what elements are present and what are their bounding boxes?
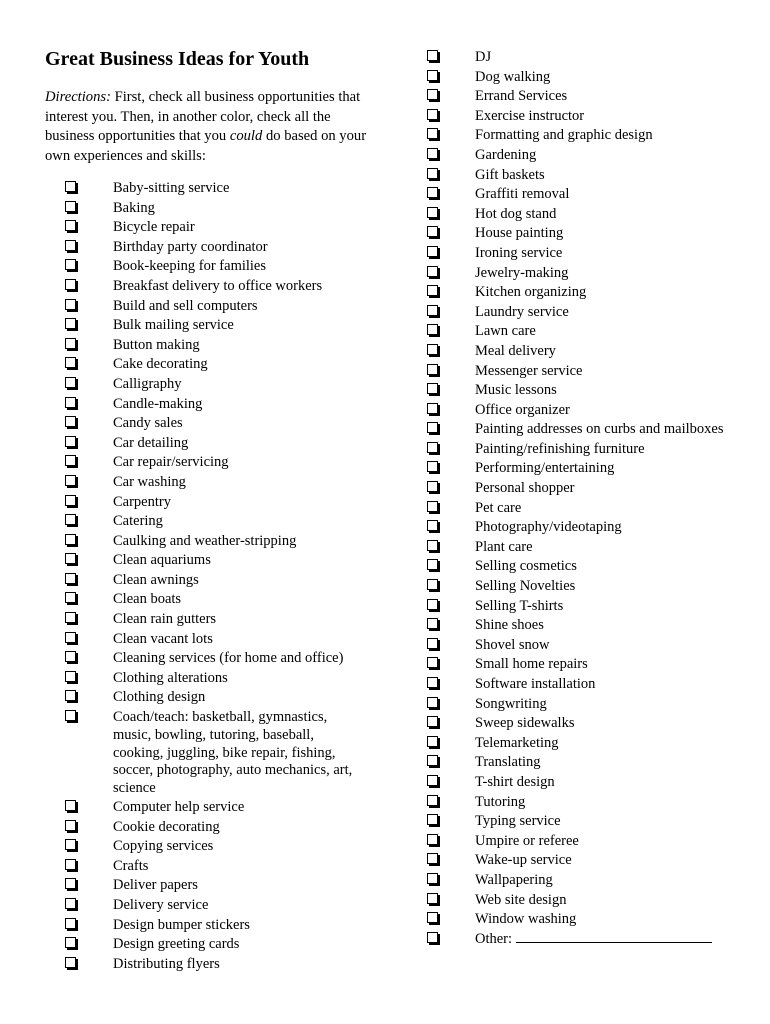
checklist-item	[424, 851, 754, 871]
checkbox-icon[interactable]	[65, 632, 76, 643]
checkbox-icon[interactable]	[427, 716, 438, 727]
checklist-item-label: Cleaning services (for home and office)	[113, 650, 344, 667]
checkbox-icon[interactable]	[427, 70, 438, 81]
checkbox-icon[interactable]	[427, 618, 438, 629]
checklist-item	[424, 655, 754, 675]
checkbox-icon[interactable]	[427, 461, 438, 472]
checklist-item-label: Lawn care	[475, 323, 536, 340]
checklist-item-label: Performing/entertaining	[475, 460, 615, 477]
checkbox-icon[interactable]	[427, 403, 438, 414]
checklist-item	[424, 440, 754, 460]
checklist-item	[62, 218, 362, 238]
checklist-item-label: Selling T-shirts	[475, 597, 564, 614]
checklist-item-label: Clean aquariums	[113, 552, 211, 569]
checklist-item-label: Kitchen organizing	[475, 284, 587, 301]
checklist-item	[424, 812, 754, 832]
checklist-item-label: Car detailing	[113, 434, 189, 451]
checkbox-icon[interactable]	[427, 89, 438, 100]
checklist-item-label: Calligraphy	[113, 375, 182, 392]
checklist-item-label: Design greeting cards	[113, 936, 240, 953]
checklist-item-label: Formatting and graphic design	[475, 127, 653, 144]
checkbox-icon[interactable]	[65, 299, 76, 310]
checklist-item-label: Caulking and weather-stripping	[113, 532, 297, 549]
checklist-item	[62, 414, 362, 434]
checkbox-icon[interactable]	[65, 357, 76, 368]
checklist-item-label: Pet care	[475, 499, 522, 516]
checkbox-icon[interactable]	[427, 834, 438, 845]
checkbox-icon[interactable]	[427, 579, 438, 590]
checkbox-icon[interactable]	[427, 814, 438, 825]
checklist-item-label: Web site design	[475, 891, 567, 908]
checklist-item-label: Shovel snow	[475, 636, 550, 653]
checkbox-icon[interactable]	[427, 520, 438, 531]
checklist-item	[424, 597, 754, 617]
checkbox-icon[interactable]	[65, 671, 76, 682]
checklist-item-label: Umpire or referee	[475, 832, 579, 849]
checkbox-icon[interactable]	[65, 690, 76, 701]
checklist-item	[424, 87, 754, 107]
checklist-item-label: Personal shopper	[475, 480, 575, 497]
checkbox-icon[interactable]	[427, 364, 438, 375]
checkbox-icon[interactable]	[65, 918, 76, 929]
checklist-item	[424, 557, 754, 577]
checkbox-icon[interactable]	[427, 873, 438, 884]
checklist-item	[62, 277, 362, 297]
checklist-item-label: Clean rain gutters	[113, 611, 217, 628]
checklist-item	[424, 910, 754, 930]
checklist-item	[62, 493, 362, 513]
checklist-item-label: Baby-sitting service	[113, 180, 230, 196]
checkbox-icon[interactable]	[65, 859, 76, 870]
checklist-item-label: House painting	[475, 225, 564, 242]
checkbox-icon[interactable]	[65, 898, 76, 909]
checklist-item	[62, 512, 362, 532]
checklist-item	[62, 610, 362, 630]
checkbox-icon[interactable]	[427, 442, 438, 453]
checklist-item	[424, 832, 754, 852]
checklist-item-label: Plant care	[475, 538, 533, 555]
checklist-item-label: Window washing	[475, 911, 577, 928]
checklist-item-label: Car washing	[113, 473, 186, 490]
checklist-item-label: DJ	[475, 49, 492, 65]
checkbox-icon[interactable]	[427, 481, 438, 492]
checkbox-icon[interactable]	[427, 148, 438, 159]
checklist-item-label: Typing service	[475, 813, 561, 830]
checklist-item-label: Computer help service	[113, 799, 245, 816]
checklist-item	[424, 577, 754, 597]
checkbox-icon[interactable]	[427, 853, 438, 864]
checklist-item	[424, 68, 754, 88]
checkbox-icon[interactable]	[65, 201, 76, 212]
checklist-item	[62, 316, 362, 336]
checklist-item-label: Music lessons	[475, 382, 557, 399]
checklist-item-label: Office organizer	[475, 401, 570, 418]
checklist-item	[424, 695, 754, 715]
checklist-item	[62, 649, 362, 669]
checklist-item-label: Gardening	[475, 146, 537, 163]
checklist-item	[424, 224, 754, 244]
checklist-item	[424, 244, 754, 264]
checklist-item-label: Crafts	[113, 857, 149, 874]
checklist-item	[62, 571, 362, 591]
checklist-item	[62, 688, 362, 708]
checkbox-icon[interactable]	[65, 181, 76, 192]
checkbox-icon[interactable]	[427, 736, 438, 747]
checkbox-icon[interactable]	[65, 416, 76, 427]
checkbox-icon[interactable]	[65, 592, 76, 603]
checklist-item-label: Software installation	[475, 676, 596, 692]
checklist-item-label: Sweep sidewalks	[475, 715, 575, 732]
checklist-item-label: Car repair/servicing	[113, 454, 229, 471]
checkbox-icon[interactable]	[427, 305, 438, 316]
checklist-item	[62, 297, 362, 317]
checklist-item	[424, 362, 754, 382]
checklist-item-label: Exercise instructor	[475, 107, 585, 124]
checkbox-icon[interactable]	[65, 957, 76, 968]
checklist-item	[424, 342, 754, 362]
checkbox-icon[interactable]	[65, 436, 76, 447]
checklist-item	[424, 381, 754, 401]
other-label: Other:	[475, 930, 513, 947]
checkbox-icon[interactable]	[65, 514, 76, 525]
checklist-item-label: Small home repairs	[475, 656, 588, 673]
left-checklist	[62, 179, 362, 974]
checklist-item	[424, 283, 754, 303]
checklist-item-label: Shine shoes	[475, 617, 544, 634]
checklist-item	[424, 459, 754, 479]
checklist-item	[62, 395, 362, 415]
checklist-item	[424, 303, 754, 323]
checklist-item	[424, 636, 754, 656]
checklist-item	[62, 532, 362, 552]
checkbox-icon[interactable]	[427, 540, 438, 551]
checklist-item	[424, 107, 754, 127]
checklist-item	[424, 166, 754, 186]
checkbox-icon[interactable]	[427, 677, 438, 688]
checklist-item	[62, 798, 362, 818]
checklist-item	[424, 518, 754, 538]
checklist-item	[424, 401, 754, 421]
checklist-item	[62, 837, 362, 857]
checklist-item-label: Graffiti removal	[475, 186, 570, 203]
checklist-item	[62, 630, 362, 650]
checklist-item-label: Deliver papers	[113, 877, 198, 894]
checklist-item-label: Wallpapering	[475, 871, 553, 888]
checkbox-icon[interactable]	[65, 612, 76, 623]
checkbox-icon[interactable]	[65, 839, 76, 850]
checklist-item	[62, 199, 362, 219]
checklist-item	[62, 590, 362, 610]
checklist-item-label	[424, 930, 754, 949]
checkbox-icon[interactable]	[65, 553, 76, 564]
checklist-item-label: Laundry service	[475, 303, 569, 320]
directions-lead: Directions:	[45, 89, 111, 105]
right-checklist	[424, 48, 754, 949]
checklist-item-label: Gift baskets	[475, 166, 545, 183]
checkbox-icon[interactable]	[427, 893, 438, 904]
directions-text	[45, 88, 367, 166]
checklist-item-label: Build and sell computers	[113, 297, 258, 314]
checkbox-icon[interactable]	[65, 318, 76, 329]
checklist-item-label: Button making	[113, 336, 200, 353]
checkbox-icon[interactable]	[427, 755, 438, 766]
checklist-item-label: Clean awnings	[113, 571, 199, 588]
checkbox-icon[interactable]	[427, 383, 438, 394]
checklist-item	[62, 935, 362, 955]
checkbox-icon[interactable]	[427, 324, 438, 335]
checklist-item	[424, 793, 754, 813]
checklist-item	[62, 669, 362, 689]
checklist-item	[62, 434, 362, 454]
checklist-item	[424, 479, 754, 499]
checkbox-icon[interactable]	[65, 259, 76, 270]
checklist-item-label: Telemarketing	[475, 734, 559, 751]
checkbox-icon[interactable]	[427, 168, 438, 179]
checklist-item	[62, 179, 362, 199]
checklist-item	[424, 675, 754, 695]
checklist-item	[62, 551, 362, 571]
checklist-item	[62, 896, 362, 916]
checklist-item-label: Painting/refinishing furniture	[475, 440, 645, 457]
checkbox-icon[interactable]	[427, 638, 438, 649]
checklist-item	[62, 336, 362, 356]
checkbox-icon[interactable]	[427, 501, 438, 512]
checklist-item-label: Ironing service	[475, 244, 563, 261]
checklist-item-label: Painting addresses on curbs and mailboxes	[475, 421, 724, 438]
checkbox-icon[interactable]	[427, 207, 438, 218]
checkbox-icon[interactable]	[65, 534, 76, 545]
checkbox-icon[interactable]	[65, 937, 76, 948]
checklist-item	[62, 818, 362, 838]
checklist-item-label: Clothing design	[113, 689, 206, 706]
directions-body: First, check all business opportunities that interest you. Then, in another color, check all the business opportunities that you	[45, 89, 361, 145]
checklist-item	[424, 48, 754, 68]
checkbox-icon[interactable]	[65, 710, 76, 721]
checkbox-icon[interactable]	[427, 422, 438, 433]
checklist-item-label: Messenger service	[475, 362, 583, 379]
checkbox-icon[interactable]	[65, 475, 76, 486]
checklist-item-label: Wake-up service	[475, 852, 572, 869]
checklist-item	[424, 264, 754, 284]
checkbox-icon[interactable]	[65, 878, 76, 889]
checklist-item-label: Bulk mailing service	[113, 317, 234, 334]
checkbox-icon[interactable]	[427, 187, 438, 198]
checklist-item	[62, 453, 362, 473]
checklist-item-label: Selling cosmetics	[475, 558, 577, 575]
checkbox-icon[interactable]	[65, 455, 76, 466]
directions-body-end: do based on your own experiences and skills:	[45, 128, 367, 164]
checkbox-icon[interactable]	[65, 495, 76, 506]
checkbox-icon[interactable]	[427, 50, 438, 61]
directions-emphasis: could	[229, 128, 263, 145]
checklist-item-label: Songwriting	[475, 695, 547, 712]
checklist-item-label: Cookie decorating	[113, 818, 220, 835]
checklist-item	[424, 205, 754, 225]
checklist-item-label: Dog walking	[475, 68, 551, 85]
checkbox-icon[interactable]	[427, 697, 438, 708]
checklist-item-label: Candle-making	[113, 395, 203, 412]
checklist-item	[62, 876, 362, 896]
checklist-item-label: Breakfast delivery to office workers	[113, 277, 323, 294]
checklist-item	[62, 257, 362, 277]
checklist-item	[424, 185, 754, 205]
checkbox-icon[interactable]	[427, 246, 438, 257]
checklist-item	[62, 955, 362, 975]
checkbox-icon[interactable]	[427, 932, 438, 943]
checklist-item-label: Selling Novelties	[475, 578, 576, 595]
checklist-item-label: Catering	[113, 513, 163, 530]
checkbox-icon[interactable]	[427, 285, 438, 296]
checklist-item	[424, 499, 754, 519]
checklist-item	[424, 891, 754, 911]
checklist-item	[62, 857, 362, 877]
checklist-item	[424, 734, 754, 754]
checklist-item-label: Meal delivery	[475, 342, 556, 359]
checkbox-icon[interactable]	[427, 657, 438, 668]
checkbox-icon[interactable]	[65, 573, 76, 584]
checkbox-icon[interactable]	[427, 344, 438, 355]
checklist-item-label: Errand Services	[475, 88, 568, 105]
checkbox-icon[interactable]	[427, 128, 438, 139]
checklist-item-label: Copying services	[113, 838, 214, 855]
checklist-item-label: Hot dog stand	[475, 205, 557, 222]
checkbox-icon[interactable]	[427, 599, 438, 610]
checklist-item-label: Delivery service	[113, 896, 209, 913]
checkbox-icon[interactable]	[427, 559, 438, 570]
checklist-item	[62, 238, 362, 258]
checkbox-icon[interactable]	[427, 109, 438, 120]
checklist-item	[62, 375, 362, 395]
checklist-item	[424, 773, 754, 793]
checklist-item	[424, 420, 754, 440]
checkbox-icon[interactable]	[427, 912, 438, 923]
checkbox-icon[interactable]	[65, 800, 76, 811]
checkbox-icon[interactable]	[65, 651, 76, 662]
checklist-item-label: T-shirt design	[475, 773, 555, 790]
checkbox-icon[interactable]	[65, 397, 76, 408]
checkbox-icon[interactable]	[65, 220, 76, 231]
checkbox-icon[interactable]	[65, 377, 76, 388]
checklist-item-label: Candy sales	[113, 415, 183, 432]
checkbox-icon[interactable]	[427, 775, 438, 786]
checklist-item-label: Bicycle repair	[113, 219, 195, 236]
checklist-item	[424, 126, 754, 146]
checklist-item-label: Distributing flyers	[113, 955, 220, 972]
other-write-in-line[interactable]	[516, 932, 712, 943]
checklist-item	[62, 355, 362, 375]
checkbox-icon[interactable]	[65, 240, 76, 251]
checklist-item-label: Design bumper stickers	[113, 916, 250, 933]
checklist-item-label: Tutoring	[475, 793, 526, 810]
page-title: Great Business Ideas for Youth	[45, 48, 310, 70]
checklist-item	[424, 930, 754, 950]
checklist-item-label: Birthday party coordinator	[113, 238, 268, 255]
checklist-item	[62, 708, 362, 798]
checklist-item-label: Jewelry-making	[475, 264, 569, 281]
checklist-item	[62, 473, 362, 493]
checklist-item	[424, 871, 754, 891]
checklist-item-label: Translating	[475, 754, 541, 771]
checkbox-icon[interactable]	[427, 226, 438, 237]
checklist-item	[424, 714, 754, 734]
checklist-item	[62, 916, 362, 936]
checkbox-icon[interactable]	[427, 266, 438, 277]
checklist-item-label: Carpentry	[113, 493, 171, 510]
checklist-item	[424, 322, 754, 342]
checklist-item-label: Photography/videotaping	[475, 519, 622, 536]
checkbox-icon[interactable]	[65, 820, 76, 831]
checklist-item-label: Cake decorating	[113, 356, 208, 373]
checklist-item	[424, 616, 754, 636]
checklist-item-label: Clean vacant lots	[113, 630, 213, 647]
checklist-item-label: Book-keeping for families	[113, 258, 267, 275]
checklist-item-label: Clean boats	[113, 591, 182, 608]
checkbox-icon[interactable]	[427, 795, 438, 806]
checklist-item-label: Clothing alterations	[113, 669, 228, 686]
checklist-item	[424, 146, 754, 166]
checklist-item	[424, 753, 754, 773]
checklist-item	[424, 538, 754, 558]
checkbox-icon[interactable]	[65, 279, 76, 290]
checklist-item-label: Baking	[113, 199, 155, 216]
checklist-item-label: Coach/teach: basketball, gymnastics, music, bowling, tutoring, baseball, cooking, juggling, bike repair, fishing, soccer, photography, auto mechanics, art, science	[113, 709, 353, 797]
checkbox-icon[interactable]	[65, 338, 76, 349]
